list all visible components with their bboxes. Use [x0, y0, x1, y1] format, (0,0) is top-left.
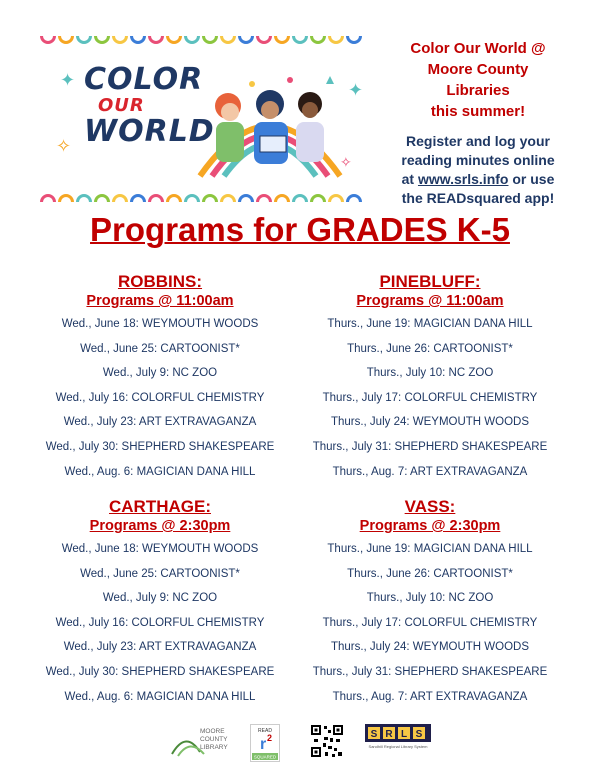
rainbow-arc [310, 194, 326, 202]
srls-letter: S [370, 729, 378, 740]
program-item: Wed., July 9: NC ZOO [102, 367, 218, 380]
rainbow-arc [148, 194, 164, 202]
rainbow-arc [274, 36, 290, 44]
program-item: Wed., July 30: SHEPHERD SHAKESPEARE [45, 665, 275, 678]
rainbow-arc [40, 36, 56, 44]
page-title [0, 210, 600, 250]
program-item: Thurs., July 24: WEYMOUTH WOODS [330, 416, 530, 429]
rainbow-border-top [40, 36, 370, 50]
carthage-section [25, 497, 295, 709]
moore-logo-text: LIBRARY [200, 744, 228, 751]
program-item: Wed., July 23: ART EXTRAVAGANZA [63, 641, 257, 654]
logo-line: COLOR [84, 62, 204, 97]
rainbow-arc [292, 36, 308, 44]
program-item: Thurs., July 17: COLORFUL CHEMISTRY [322, 616, 538, 629]
rainbow-arc [166, 36, 182, 44]
promo-headline-line: Moore County [427, 61, 529, 78]
program-item: Wed., Aug. 6: MAGICIAN DANA HILL [64, 690, 256, 703]
rainbow-arc [256, 194, 272, 202]
banner-image [40, 36, 370, 202]
rainbow-arc [148, 36, 164, 44]
read-squared-text: READ [258, 728, 272, 734]
read-squared-logo [250, 724, 280, 762]
rainbow-arc [274, 194, 290, 202]
location-name: VASS: [404, 497, 456, 516]
promo-body-line: reading minutes online [401, 152, 555, 168]
srls-logo [365, 724, 431, 750]
color-our-world-logo [84, 62, 215, 184]
rainbow-arc [346, 36, 362, 44]
program-item: Thurs., July 10: NC ZOO [366, 592, 494, 605]
srls-website-link[interactable]: www.srls.info [417, 171, 509, 187]
srls-letter: S [415, 729, 423, 740]
qr-code[interactable] [310, 724, 344, 758]
rainbow-arc [238, 194, 254, 202]
program-item: Thurs., July 10: NC ZOO [366, 367, 494, 380]
program-time: Programs @ 11:00am [356, 293, 504, 309]
program-item: Thurs., July 17: COLORFUL CHEMISTRY [322, 391, 538, 404]
rainbow-arc [184, 194, 200, 202]
logo-line: OUR [98, 95, 145, 116]
program-item: Wed., Aug. 6: MAGICIAN DANA HILL [64, 465, 256, 478]
program-item: Thurs., Aug. 7: ART EXTRAVAGANZA [332, 465, 528, 478]
program-item: Thurs., June 26: CARTOONIST* [347, 567, 513, 580]
sparkle-icon: ✧ [56, 136, 72, 156]
program-item: Wed., July 16: COLORFUL CHEMISTRY [55, 616, 265, 629]
location-name: CARTHAGE: [109, 497, 211, 516]
vass-section [295, 497, 565, 709]
program-item: Wed., June 18: WEYMOUTH WOODS [61, 543, 259, 555]
rainbow-arc [94, 194, 110, 202]
program-item: Wed., June 25: CARTOONIST* [80, 567, 240, 580]
program-item: Wed., June 18: WEYMOUTH WOODS [61, 318, 259, 330]
read-squared-text: SQUARED [253, 754, 277, 760]
program-item: Thurs., June 19: MAGICIAN DANA HILL [327, 318, 533, 330]
program-time: Programs @ 11:00am [86, 293, 234, 309]
program-item: Thurs., July 31: SHEPHERD SHAKESPEARE [312, 440, 548, 453]
program-item: Thurs., July 31: SHEPHERD SHAKESPEARE [312, 665, 548, 678]
program-item: Wed., July 16: COLORFUL CHEMISTRY [55, 391, 265, 404]
program-item: Thurs., June 26: CARTOONIST* [347, 342, 513, 355]
rainbow-arc [76, 194, 92, 202]
svg-text:2: 2 [267, 733, 273, 743]
moore-logo-text: COUNTY [200, 736, 228, 743]
promo-text [378, 38, 578, 208]
promo-body-line: the READsquared app! [401, 190, 555, 206]
rainbow-arc [94, 36, 110, 44]
rainbow-arc [130, 194, 146, 202]
promo-headline-line: Color Our World @ [410, 40, 546, 57]
rainbow-border-bottom [40, 188, 370, 202]
logo-line: WORLD [84, 114, 215, 149]
moore-logo-text: MOORE [200, 728, 225, 735]
rainbow-arc [76, 36, 92, 44]
moore-county-library-logo [170, 724, 236, 760]
rainbow-arc [310, 36, 326, 44]
pinebluff-section [295, 272, 565, 484]
program-item: Wed., July 23: ART EXTRAVAGANZA [63, 416, 257, 429]
rainbow-arc [112, 194, 128, 202]
rainbow-arc [40, 194, 56, 202]
location-name: ROBBINS: [117, 272, 203, 291]
program-time: Programs @ 2:30pm [359, 518, 501, 534]
rainbow-arc [202, 194, 218, 202]
program-item: Thurs., Aug. 7: ART EXTRAVAGANZA [332, 690, 528, 703]
program-list [295, 537, 565, 709]
rainbow-arc [130, 36, 146, 44]
robbins-section [25, 272, 295, 484]
rainbow-arc [220, 194, 236, 202]
rainbow-arc [112, 36, 128, 44]
rainbow-arc [166, 194, 182, 202]
promo-headline-line: this summer! [430, 103, 526, 120]
sponsor-logos [0, 724, 600, 764]
children-reading-illustration [190, 66, 350, 184]
promo-body-fragment: or use [512, 171, 555, 187]
promo-body-line: at www.srls.info or use [401, 171, 555, 187]
rainbow-arc [292, 194, 308, 202]
program-list [25, 537, 295, 709]
sparkle-icon: ✦ [60, 70, 76, 90]
rainbow-arc [328, 36, 344, 44]
sparkle-icon: ✧ [340, 154, 352, 170]
rainbow-arc [328, 194, 344, 202]
srls-letter: R [385, 729, 393, 740]
page-title-text: Programs for GRADES K-5 [90, 211, 510, 248]
rainbow-arc [58, 194, 74, 202]
program-item: Wed., July 30: SHEPHERD SHAKESPEARE [45, 440, 275, 453]
rainbow-arc [256, 36, 272, 44]
rainbow-arc [220, 36, 236, 44]
svg-text:r: r [260, 736, 267, 753]
rainbow-arc [346, 194, 362, 202]
sparkle-icon: ✦ [348, 80, 364, 100]
rainbow-arc [184, 36, 200, 44]
program-time: Programs @ 2:30pm [89, 518, 231, 534]
program-item: Wed., July 9: NC ZOO [102, 592, 218, 605]
promo-headline-line: Libraries [446, 82, 510, 99]
promo-body-line: Register and log your [406, 133, 550, 149]
program-item: Thurs., June 19: MAGICIAN DANA HILL [327, 543, 533, 555]
srls-letter: L [400, 729, 408, 740]
program-list [295, 312, 565, 484]
program-item: Wed., June 25: CARTOONIST* [80, 342, 240, 355]
program-item: Thurs., July 24: WEYMOUTH WOODS [330, 641, 530, 654]
rainbow-arc [202, 36, 218, 44]
rainbow-arc [58, 36, 74, 44]
rainbow-arc [238, 36, 254, 44]
srls-subtitle: Sandhill Regional Library System [368, 744, 428, 749]
location-name: PINEBLUFF: [379, 272, 481, 291]
program-list [25, 312, 295, 484]
